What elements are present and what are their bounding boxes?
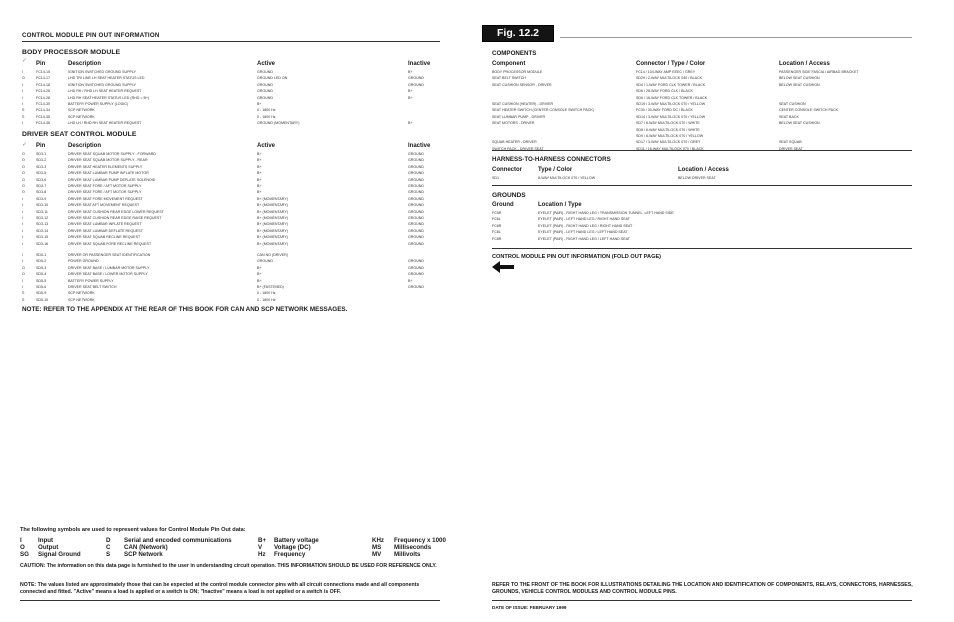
pin-active: B+ [257,190,262,195]
pin-type: I [22,222,23,227]
pin-description: LHD RH SEAT HEATER STATUS LED (RHD = B+) [68,95,150,100]
col-active-header: Active [257,61,276,67]
pin-id: SD5-3 [36,265,47,270]
pin-description: LHD RH / RHD LH SEAT HEATER REQUEST [68,89,142,94]
pin-inactive: B+ [408,89,413,94]
pin-inactive: GROUND [408,152,424,156]
pin-id: SD5-4 [36,272,47,277]
pin-id: SD3-15 [36,235,49,240]
pin-type: I [22,278,23,283]
col-description-header: Description [68,61,102,67]
pin-inactive: GROUND [408,190,424,195]
component-location: BELOW SEAT CUSHION [779,76,820,81]
col-inactive-header: Inactive [408,61,431,67]
col-pin-header: Pin [36,61,46,67]
pin-inactive: GROUND [408,76,424,81]
components-title: COMPONENTS [492,50,537,57]
pin-description: BATTERY POWER SUPPLY (LOGIC) [68,102,129,107]
component-connector: FC30 / 30-WAY FORD DC / BLACK [636,108,693,113]
symbols-legend [20,537,464,559]
pin-id: SD3-7 [36,184,47,189]
component-name: BODY PROCESSOR MODULE [492,70,543,74]
checkmark-icon: ✓ [22,142,28,148]
header-rule-right [560,37,912,38]
figure-label: Fig. 12.2 [482,25,554,42]
pin-inactive: B+ [408,121,413,126]
pin-type: S [22,108,25,113]
pin-active: B+ [257,164,262,169]
pin-id: FC14-18 [36,82,50,87]
pin-description: DRIVER SEAT SQUAB RECLINE REQUEST [68,235,141,240]
pin-id: SD3-5 [36,171,47,176]
table-row [492,236,858,242]
pin-description: DRIVER SEAT LUMBAR PUMP INFLATE MOTOR [68,171,149,176]
foldout-label: CONTROL MODULE PIN OUT INFORMATION (FOLD OUT PAGE) [492,254,662,260]
col-location-header: Location / Access [678,167,729,173]
pin-active: B+ [257,102,262,107]
col-inactive-header: Inactive [408,143,431,149]
ground-id: FC5R [492,211,502,215]
col-type-header: Type / Color [538,167,573,173]
component-name: SQUAB HEATER - DRIVER [492,140,537,145]
symbol-value: Battery voltage [274,537,319,544]
col-location-type-header: Location / Type [538,202,582,208]
pin-inactive: GROUND [408,272,424,277]
component-name: SEAT CUSHION SENSOR - DRIVER [492,82,552,87]
legend-row [20,537,464,544]
pin-type: O [22,177,25,182]
pin-active: B+ [257,278,262,283]
ground-id: FC8R [492,236,502,241]
symbol-key: MV [372,551,382,559]
pin-inactive: GROUND [408,285,424,290]
ground-location: EYELET (PAIR) - RIGHT HAND LEG / TRANSMISSION TUNNEL, LEFT HAND SIDE [538,211,674,215]
pin-type: I [22,259,23,264]
pin-id: FC14-15 [36,70,50,74]
component-name: SEAT MOTORS - DRIVER [492,121,535,126]
pin-active: GROUND [257,95,273,100]
pin-type: I [22,216,23,221]
pin-type: I [22,253,23,257]
pin-id: FC14-30 [36,102,50,107]
pin-description: DRIVER SEAT LUMBAR INFLATE REQUEST [68,222,142,227]
pin-inactive: GROUND [408,171,424,176]
col-connector-header: Connector [492,167,522,173]
divider-grounds [492,248,912,249]
pin-description: SCP NETWORK [68,108,95,113]
symbol-value: Millivolts [394,551,421,559]
component-connector: SD9 / 6-WAY MULTILOCK 070 / YELLOW [636,134,704,139]
pin-id: SD3-8 [36,190,47,195]
pin-type: I [22,95,23,100]
col-component-header: Component [492,61,526,67]
pin-id: SD5-6 [36,285,47,290]
col-ground-header: Ground [492,202,514,208]
col-location-header: Location / Access [779,61,830,67]
pin-inactive: GROUND [408,241,424,246]
pin-inactive [408,297,438,303]
component-name: SEAT CUSHION (HEATER) - DRIVER [492,102,554,107]
pin-id: FC14-34 [36,108,50,113]
pin-active: GROUND (MOMENTARY) [257,121,300,126]
pin-inactive: B+ [408,278,413,283]
symbol-key: SG [20,551,29,559]
pin-id: SD5-2 [36,259,47,264]
pin-inactive: B+ [408,95,413,100]
symbol-value: CAN (Network) [124,544,168,552]
grounds-title: GROUNDS [492,192,526,199]
grounds-table [492,210,858,242]
component-name: SWITCH PACK - DRIVER SEAT [492,146,544,151]
body-pin-table [22,69,438,127]
ground-id: FC8L [492,230,501,235]
pin-description: DRIVER SEAT FORE / AFT MOTOR SUPPLY [68,190,142,195]
pin-id: SD3-14 [36,228,49,233]
col-connector-header: Connector / Type / Color [636,61,706,67]
pin-id: FC14-28 [36,95,50,100]
pin-type: O [22,158,25,163]
pin-type: I [22,82,23,87]
pin-type: O [22,265,25,270]
components-table [492,69,911,152]
arrow-left-icon [492,261,514,273]
pin-active: B+ [257,177,262,182]
pin-active: GROUND [257,89,273,94]
pin-active: B+ (MOMENTARY) [257,241,288,246]
symbol-key: S [106,551,111,559]
pin-type: I [22,209,23,214]
date-of-issue: DATE OF ISSUE: FEBRUARY 1999 [492,605,567,610]
pin-inactive: GROUND [408,259,424,264]
pin-id: SD3-12 [36,216,49,221]
pin-description: DRIVER SEAT LUMBAR DEFLATE REQUEST [68,228,143,233]
pin-id: SD3-13 [36,222,49,227]
pin-description: DRIVER SEAT SQUAB MOTOR SUPPLY - REAR [68,158,148,163]
pin-active: GROUND [257,70,273,74]
component-name: SEAT HEATER SWITCH (CENTER CONSOLE SWITCH PACK) [492,108,594,113]
col-description-header: Description [68,143,102,149]
pin-active: B+ (MOMENTARY) [257,203,288,208]
footer-rule-left [20,600,440,601]
driver-pin-table-a [22,151,438,247]
pin-type: O [22,152,25,156]
pin-description: DRIVER OR PASSENGER SEAT IDENTIFICATION [68,253,151,257]
pin-description: DRIVER SEAT CUSHION REAR EDGE RAISE REQUEST [68,216,162,221]
pin-id: SD3-6 [36,177,47,182]
pin-active: CAN NO (DRIVER) [257,253,288,257]
pin-type: O [22,190,25,195]
component-name: SEAT LUMBAR PUMP - DRIVER [492,114,546,119]
component-connector: SD14 / 3-WAY MULTILOCK 070 / YELLOW [636,114,706,119]
pin-type: S [22,291,25,296]
pin-active: B+ [257,152,262,156]
pin-active: 0 - 1800 Hz [257,114,276,119]
pin-id: FC14-36 [36,121,50,126]
table-row [22,120,438,126]
pin-description: BATTERY POWER SUPPLY [68,278,114,283]
symbol-key: V [258,544,263,552]
pin-active: 0 - 1800 Hz [257,291,276,296]
symbol-value: Frequency [274,551,306,559]
symbol-key: I [20,537,22,544]
symbol-key: Hz [258,551,266,559]
ground-id: FC6L [492,217,501,222]
pin-inactive: GROUND [408,216,424,221]
pin-description: DRIVER SEAT AFT MOVEMENT REQUEST [68,203,140,208]
divider-harness [492,185,912,186]
ground-id: FC6R [492,223,502,228]
pin-description: DRIVER SEAT SQUAB FORE RECLINE REQUEST [68,241,152,246]
pin-type: I [22,241,23,246]
pin-inactive: GROUND [408,177,424,182]
pin-id: SD3-3 [36,164,47,169]
pin-type: O [22,164,25,169]
refer-note: REFER TO THE FRONT OF THE BOOK FOR ILLUSTRATIONS DETAILING THE LOCATION AND IDENTIFICATION OF COMPONENTS, RELAYS, CONNECTORS, HARNESSES, GROUNDS, VEHICLE CONTROL MODULES AND CONTROL MODULE PINS. [492,582,913,595]
checkmark-icon: ✓ [22,58,28,64]
values-note: NOTE: The values listed are approximately those that can be expected at the control module connector pins with all circuit connections made and all components connected and fitted. "Active" means a load is applied or a switch is ON; "Inactive" means a load is not applied or a switch is OFF. [20,582,420,595]
pin-description: DRIVER SEAT LUMBAR PUMP DEFLATE SOLENOID [68,177,156,182]
pin-inactive: B+ [408,70,413,74]
pin-description: LHD LH / RHD RH SEAT HEATER REQUEST [68,121,142,126]
component-location: BELOW SEAT CUSHION [779,82,820,87]
component-connector: SD29 / 2-WAY MULTILOCK 040 / BLACK [636,76,702,81]
pin-id: FC14-17 [36,76,50,81]
pin-description: DRIVER SEAT CUSHION REAR EDGE LOWER REQUEST [68,209,164,214]
pin-type: S [22,297,25,302]
component-connector: SD17 / 3-WAY MULTILOCK 070 / GREY [636,140,701,145]
ground-location: EYELET (PAIR) - RIGHT HAND LEG / LEFT HAND SEAT [538,236,630,241]
component-location: PASSENGER SIDE FASCIA / AIRBAG BRACKET [779,70,859,74]
pin-inactive: GROUND [408,228,424,233]
pin-description: DRIVER SEAT BASE / LOWER MOTOR SUPPLY [68,272,148,277]
pin-type: I [22,235,23,240]
pin-active: B+ [257,265,262,270]
pin-inactive: GROUND [408,196,424,201]
pin-active: GROUND LED ON [257,76,288,81]
pin-description: DRIVER SEAT BASE / LUMBAR MOTOR SUPPLY [68,265,150,270]
harness-title: HARNESS-TO-HARNESS CONNECTORS [492,156,611,163]
component-connector: SD8 / 6-WAY MULTILOCK 070 / WHITE [636,127,700,132]
pin-active: B+ (MOMENTARY) [257,228,288,233]
pin-active: B+ [257,184,262,189]
driver-pin-table-b [22,252,438,303]
harness-connector: SD1 [492,176,499,180]
legend-row [20,551,464,558]
pin-id: SD5-9 [36,291,47,296]
symbol-value: Voltage (DC) [274,544,311,552]
pin-description: DRIVER SEAT SQUAB MOTOR SUPPLY - FORWARD [68,152,156,156]
pin-active: B+ (MOMENTARY) [257,196,288,201]
pin-id: SD3-10 [36,203,49,208]
pin-id: SD3-1 [36,152,47,156]
pin-active: GROUND [257,82,273,87]
component-location: BELOW SEAT CUSHION [779,121,820,126]
pin-type: I [22,285,23,290]
pin-id: FC14-35 [36,114,50,119]
pin-type: O [22,184,25,189]
caution-text: CAUTION: The information on this data page is furnished to the user in understanding circuit operation. THIS INFORMATION SHOULD BE USED FOR REFERENCE ONLY. [20,563,437,569]
harness-table [492,175,818,181]
pin-inactive: GROUND [408,82,424,87]
pin-description: POWER GROUND [68,259,99,264]
table-row [22,241,438,247]
pin-active: B+ [257,171,262,176]
symbol-key: C [106,544,111,552]
component-connector: SD19 / 3-WAY MULTILOCK 070 / YELLOW [636,102,706,107]
pin-description: LHD TRI LINE LH SEAT HEATER STATUS LED [68,76,145,81]
pin-description: DRIVER SEAT FORE MOVEMENT REQUEST [68,196,143,201]
pin-type: I [22,121,23,126]
pin-active: 0 - 1800 Hz [257,297,276,302]
pin-type: O [22,272,25,277]
symbol-value: Output [38,544,59,552]
pin-description: DRIVER SEAT BELT SWITCH [68,285,117,290]
pin-id: SD3-9 [36,196,47,201]
divider-components [492,150,912,151]
pin-id: SD3-16 [36,241,49,246]
pin-inactive: GROUND [408,203,424,208]
pin-id: SD3-11 [36,209,48,214]
ground-location: EYELET (PAIR) - LEFT HAND LEG / LEFT HAND SEAT [538,230,628,235]
pin-type: I [22,228,23,233]
symbol-key: MS [372,544,382,552]
col-active-header: Active [257,143,276,149]
page-header-title: CONTROL MODULE PIN OUT INFORMATION [22,32,160,39]
harness-location: BELOW DRIVER SEAT [678,176,716,180]
pin-id: SD3-2 [36,158,47,163]
pin-active: B+ [257,272,262,277]
section-title-driver-seat: DRIVER SEAT CONTROL MODULE [22,131,137,138]
pin-type: I [22,196,23,201]
pin-inactive: GROUND [408,235,424,240]
component-location: SEAT BACK [779,114,799,119]
pin-inactive: GROUND [408,209,424,214]
component-location: SEAT CUSHION [779,102,806,107]
symbol-key: D [106,537,111,544]
pin-type: I [22,89,23,94]
pin-description: SCP NETWORK [68,114,95,119]
pin-active: B+ (FASTENED) [257,285,284,290]
pin-id: SD5-10 [36,297,49,302]
pin-description: SCP NETWORK [68,297,95,302]
legend-row [20,544,464,551]
symbol-value: Milliseconds [394,544,432,552]
symbols-intro: The following symbols are used to represent values for Control Module Pin Out data: [20,527,246,533]
symbol-key: KHz [372,537,385,544]
symbol-key: B+ [258,537,267,544]
table-row [492,175,818,181]
symbol-key: O [20,544,25,552]
pin-inactive: GROUND [408,184,424,189]
component-connector: SD11 / 16-WAY MULTILOCK 070 / BLACK [636,146,704,151]
component-location: SEAT SQUAB [779,140,802,145]
pin-type: I [22,102,23,107]
pin-type: S [22,114,25,119]
footer-rule-right [492,600,912,601]
ground-location: EYELET (PAIR) - LEFT HAND LEG / RIGHT HAND SEAT [538,217,630,222]
component-connector: FC14 / 104-WAY AMP EEEC / GREY [636,70,696,74]
component-location: DRIVER SEAT [779,146,803,151]
pin-id: FC14-26 [36,89,50,94]
pin-inactive: GROUND [408,222,424,227]
pin-description: IGNITION SWITCHED GROUND SUPPLY [68,70,137,74]
ground-location: EYELET (PAIR) - RIGHT HAND LEG / RIGHT HAND SEAT [538,223,633,228]
pin-type: I [22,70,23,74]
appendix-note: NOTE: REFER TO THE APPENDIX AT THE REAR OF THIS BOOK FOR CAN AND SCP NETWORK MESSAGES. [22,306,348,313]
pin-description: DRIVER SEAT FORE / AFT MOTOR SUPPLY [68,184,142,189]
pin-active: GROUND [257,259,273,264]
symbol-value: SCP Network [124,551,163,559]
pin-inactive: GROUND [408,164,424,169]
pin-description: IGNITION SWITCHED GROUND SUPPLY [68,82,137,87]
pin-inactive: GROUND [408,265,424,270]
pin-inactive: GROUND [408,158,424,163]
pin-type: I [22,203,23,208]
component-connector: SD4 / 1-WAY FORD CLK TOWER / BLACK [636,82,706,87]
symbol-value: Input [38,537,54,544]
pin-active: B+ [257,158,262,163]
col-pin-header: Pin [36,143,46,149]
pin-id: SD5-5 [36,278,47,283]
symbol-value: Signal Ground [38,551,81,559]
pin-id: SD5-1 [36,253,47,257]
header-rule [22,41,440,42]
pin-active: B+ (MOMENTARY) [257,209,288,214]
pin-type: O [22,76,25,81]
component-connector: SD7 / 6-WAY MULTILOCK 070 / WHITE [636,121,700,126]
pin-description: DRIVER SEAT HEATER ELEMENTS SUPPLY [68,164,143,169]
table-row [22,297,438,303]
section-title-body-processor: BODY PROCESSOR MODULE [22,49,121,56]
component-location: CENTER CONSOLE SWITCH PACK [779,108,839,113]
component-connector: SD6 / 16-WAY FORD CLK TOWER / BLACK [636,95,708,100]
symbol-value: Serial and encoded communications [124,537,232,544]
component-connector: SD6 / 26-WAY FORD CLK / BLACK [636,89,693,94]
pin-active: B+ (MOMENTARY) [257,216,288,221]
pin-active: B+ (MOMENTARY) [257,222,288,227]
symbol-value: Frequency x 1000 [394,537,446,544]
pin-type: O [22,171,25,176]
pin-active: B+ (MOMENTARY) [257,235,288,240]
pin-active: 0 - 1800 Hz [257,108,276,113]
component-name: SEAT BELT SWITCH [492,76,526,81]
harness-type: 8-WAY MULTILOCK 070 / YELLOW [538,176,596,180]
pin-description: SCP NETWORK [68,291,95,296]
